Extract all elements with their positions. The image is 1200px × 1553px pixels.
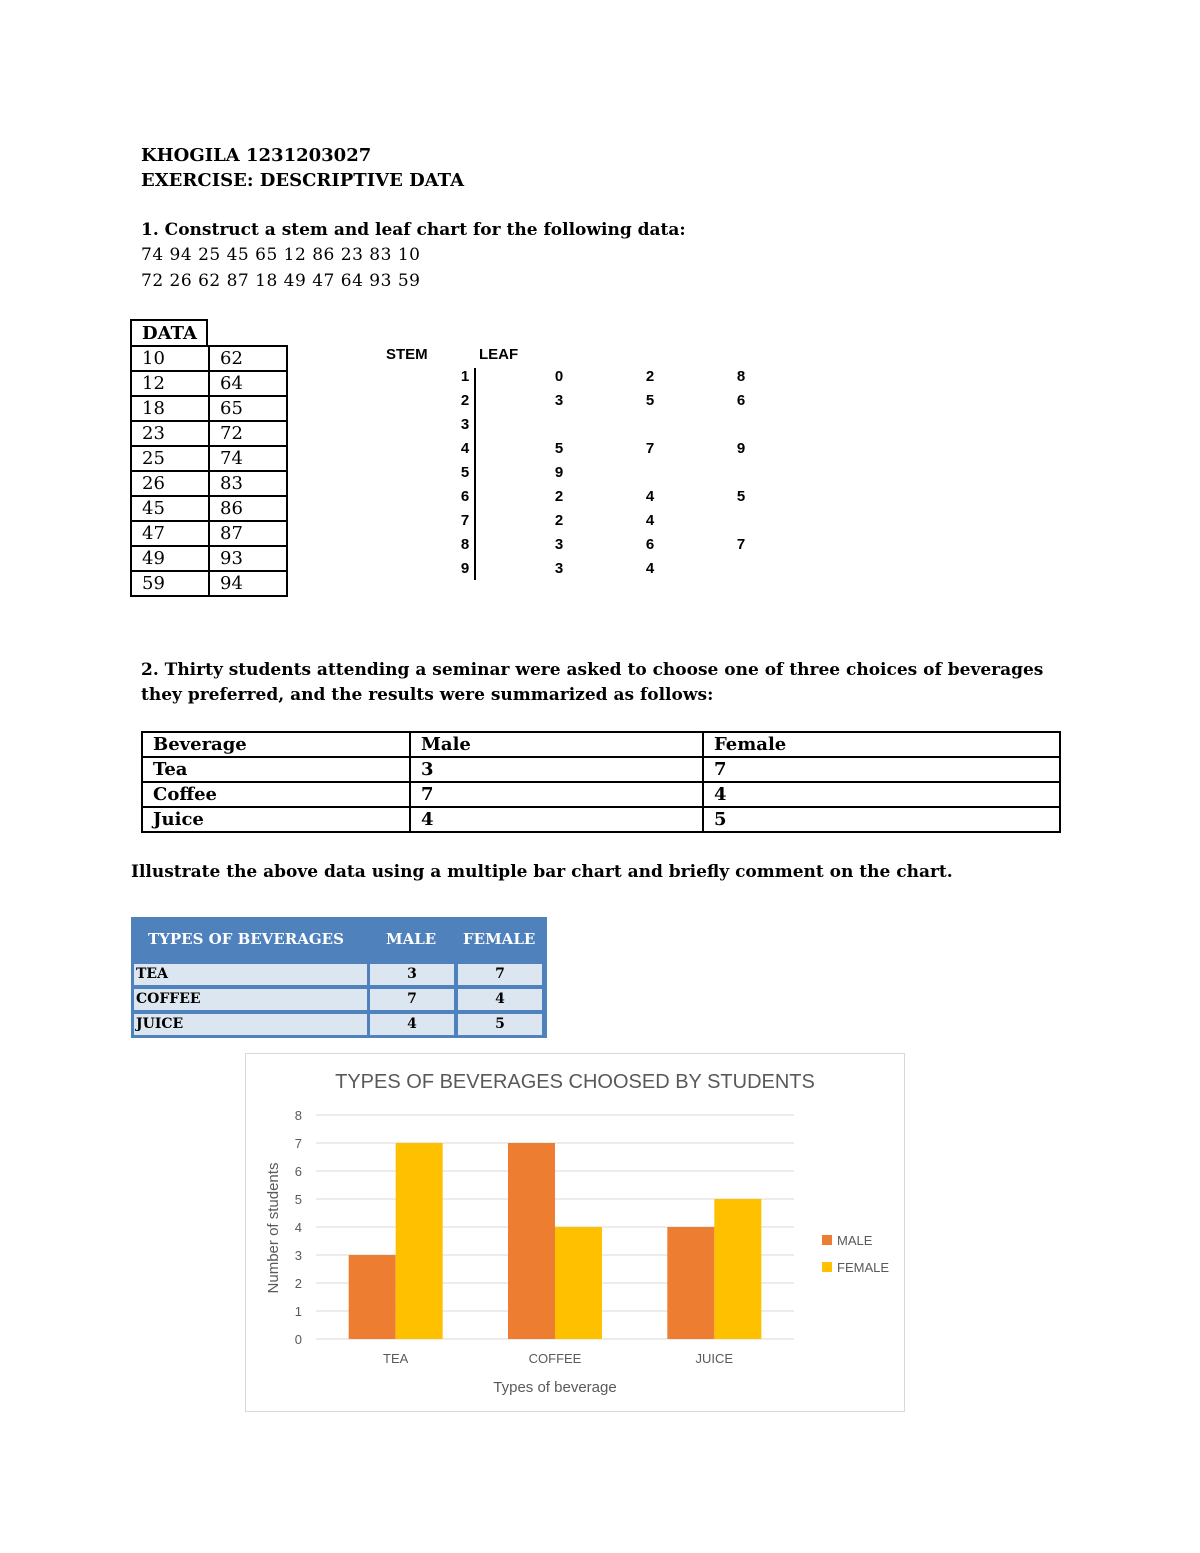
bar-male-juice: [667, 1227, 714, 1339]
data-cell: 86: [209, 496, 287, 521]
data-table-title: DATA: [130, 319, 208, 345]
legend-swatch-male: [822, 1235, 832, 1245]
beverage-cell: 4: [410, 807, 703, 832]
summary-cell: COFFEE: [134, 989, 367, 1010]
leaf-value: 3: [554, 392, 564, 409]
data-cell: 87: [209, 521, 287, 546]
data-cell: 18: [131, 396, 209, 421]
stem-value: 9: [460, 560, 470, 577]
summary-cell: TEA: [134, 964, 367, 985]
leaf-value: 4: [645, 488, 655, 505]
stem-value: 1: [460, 368, 470, 385]
y-tick-label: 8: [294, 1108, 302, 1123]
data-row: [131, 421, 287, 446]
q2-instruction: Illustrate the above data using a multiple bar chart and briefly comment on the chart.: [131, 862, 953, 882]
beverage-cell: 7: [703, 757, 1060, 782]
bar-female-juice: [714, 1199, 761, 1339]
data-cell: 10: [131, 346, 209, 371]
summary-cell: 7: [458, 964, 542, 985]
data-row: [131, 396, 287, 421]
leaf-value: 5: [645, 392, 655, 409]
bar-male-coffee: [508, 1143, 555, 1339]
summary-cell: 4: [458, 989, 542, 1010]
data-row: [131, 546, 287, 571]
beverage-cell: Tea: [142, 757, 410, 782]
data-table: [130, 345, 288, 597]
beverage-cell: 7: [410, 782, 703, 807]
leaf-value: 9: [554, 464, 564, 481]
beverage-table-row: [142, 757, 1060, 782]
data-cell: 74: [209, 446, 287, 471]
stem-value: 4: [460, 440, 470, 457]
stem-value: 3: [460, 416, 470, 433]
q1-prompt: 1. Construct a stem and leaf chart for the following data:: [141, 220, 686, 240]
chart-title: TYPES OF BEVERAGES CHOOSED BY STUDENTS: [335, 1071, 815, 1093]
leaf-value: 2: [554, 512, 564, 529]
leaf-value: 4: [645, 512, 655, 529]
summary-header-male: MALE: [386, 930, 437, 948]
data-row: [131, 371, 287, 396]
leaf-value: 2: [645, 368, 655, 385]
stem-value: 6: [460, 488, 470, 505]
leaf-value: 3: [554, 536, 564, 553]
data-row: [131, 496, 287, 521]
summary-cell: JUICE: [134, 1014, 367, 1035]
data-cell: 72: [209, 421, 287, 446]
beverage-cell: Coffee: [142, 782, 410, 807]
chart-canvas: [246, 1054, 904, 1411]
leaf-value: 4: [645, 560, 655, 577]
x-axis-title: Types of beverage: [493, 1379, 617, 1396]
leaf-value: 0: [554, 368, 564, 385]
stem-value: 8: [460, 536, 470, 553]
y-tick-label: 2: [294, 1276, 302, 1291]
leaf-value: 5: [554, 440, 564, 457]
y-tick-label: 4: [294, 1220, 302, 1235]
beverage-table-row: [142, 782, 1060, 807]
q2-prompt-line-2: they preferred, and the results were summarized as follows:: [141, 685, 714, 705]
data-row: [131, 346, 287, 371]
summary-cell: 5: [458, 1014, 542, 1035]
leaf-value: 2: [554, 488, 564, 505]
bar-male-tea: [349, 1255, 396, 1339]
leaf-label: LEAF: [479, 346, 519, 363]
stem-value: 2: [460, 392, 470, 409]
q1-data-line-2: 72 26 62 87 18 49 47 64 93 59: [141, 271, 421, 291]
beverage-cell: 3: [410, 757, 703, 782]
data-cell: 94: [209, 571, 287, 596]
summary-header-female: FEMALE: [463, 930, 536, 948]
data-row: [131, 571, 287, 596]
beverage-cell: Juice: [142, 807, 410, 832]
stem-label: STEM: [386, 346, 428, 363]
data-cell: 23: [131, 421, 209, 446]
data-cell: 83: [209, 471, 287, 496]
legend-label-female: FEMALE: [837, 1260, 890, 1275]
summary-cell: 4: [370, 1014, 454, 1035]
leaf-value: 7: [645, 440, 655, 457]
data-cell: 47: [131, 521, 209, 546]
legend-label-male: MALE: [837, 1233, 873, 1248]
beverage-cell: 4: [703, 782, 1060, 807]
y-tick-label: 3: [294, 1248, 302, 1263]
x-tick-label: JUICE: [695, 1351, 734, 1366]
y-tick-label: 0: [294, 1332, 302, 1347]
beverage-table: [141, 731, 1061, 833]
leaf-value: 6: [736, 392, 746, 409]
leaf-value: 6: [645, 536, 655, 553]
leaf-value: 7: [736, 536, 746, 553]
beverage-cell: Male: [410, 732, 703, 757]
data-cell: 64: [209, 371, 287, 396]
data-cell: 59: [131, 571, 209, 596]
legend-swatch-female: [822, 1262, 832, 1272]
data-cell: 12: [131, 371, 209, 396]
q1-data-line-1: 74 94 25 45 65 12 86 23 83 10: [141, 245, 421, 265]
y-tick-label: 6: [294, 1164, 302, 1179]
summary-table: [131, 917, 547, 1038]
beverage-table-row: [142, 807, 1060, 832]
data-row: [131, 446, 287, 471]
beverage-cell: Beverage: [142, 732, 410, 757]
data-row: [131, 521, 287, 546]
y-tick-label: 5: [294, 1192, 302, 1207]
y-tick-label: 7: [294, 1136, 302, 1151]
beverage-cell: 5: [703, 807, 1060, 832]
beverage-bar-chart: [245, 1053, 905, 1412]
beverage-table-header: [142, 732, 1060, 757]
y-tick-label: 1: [294, 1304, 302, 1319]
summary-header-type: TYPES OF BEVERAGES: [148, 930, 344, 948]
exercise-title: EXERCISE: DESCRIPTIVE DATA: [141, 170, 465, 191]
x-tick-label: COFFEE: [528, 1351, 582, 1366]
x-tick-label: TEA: [383, 1351, 409, 1366]
leaf-value: 3: [554, 560, 564, 577]
y-axis-title: Number of students: [265, 1162, 282, 1294]
stem-value: 5: [460, 464, 470, 481]
leaf-value: 9: [736, 440, 746, 457]
summary-cell: 3: [370, 964, 454, 985]
beverage-cell: Female: [703, 732, 1060, 757]
q2-prompt-line-1: 2. Thirty students attending a seminar were asked to choose one of three choices of beverages: [141, 660, 1044, 680]
summary-cell: 7: [370, 989, 454, 1010]
data-cell: 65: [209, 396, 287, 421]
data-cell: 26: [131, 471, 209, 496]
data-cell: 49: [131, 546, 209, 571]
student-name-id: KHOGILA 1231203027: [141, 145, 372, 166]
data-cell: 93: [209, 546, 287, 571]
data-cell: 25: [131, 446, 209, 471]
bar-female-tea: [396, 1143, 443, 1339]
bar-female-coffee: [555, 1227, 602, 1339]
leaf-value: 8: [736, 368, 746, 385]
stem-value: 7: [460, 512, 470, 529]
leaf-value: 5: [736, 488, 746, 505]
data-row: [131, 471, 287, 496]
data-cell: 45: [131, 496, 209, 521]
data-cell: 62: [209, 346, 287, 371]
